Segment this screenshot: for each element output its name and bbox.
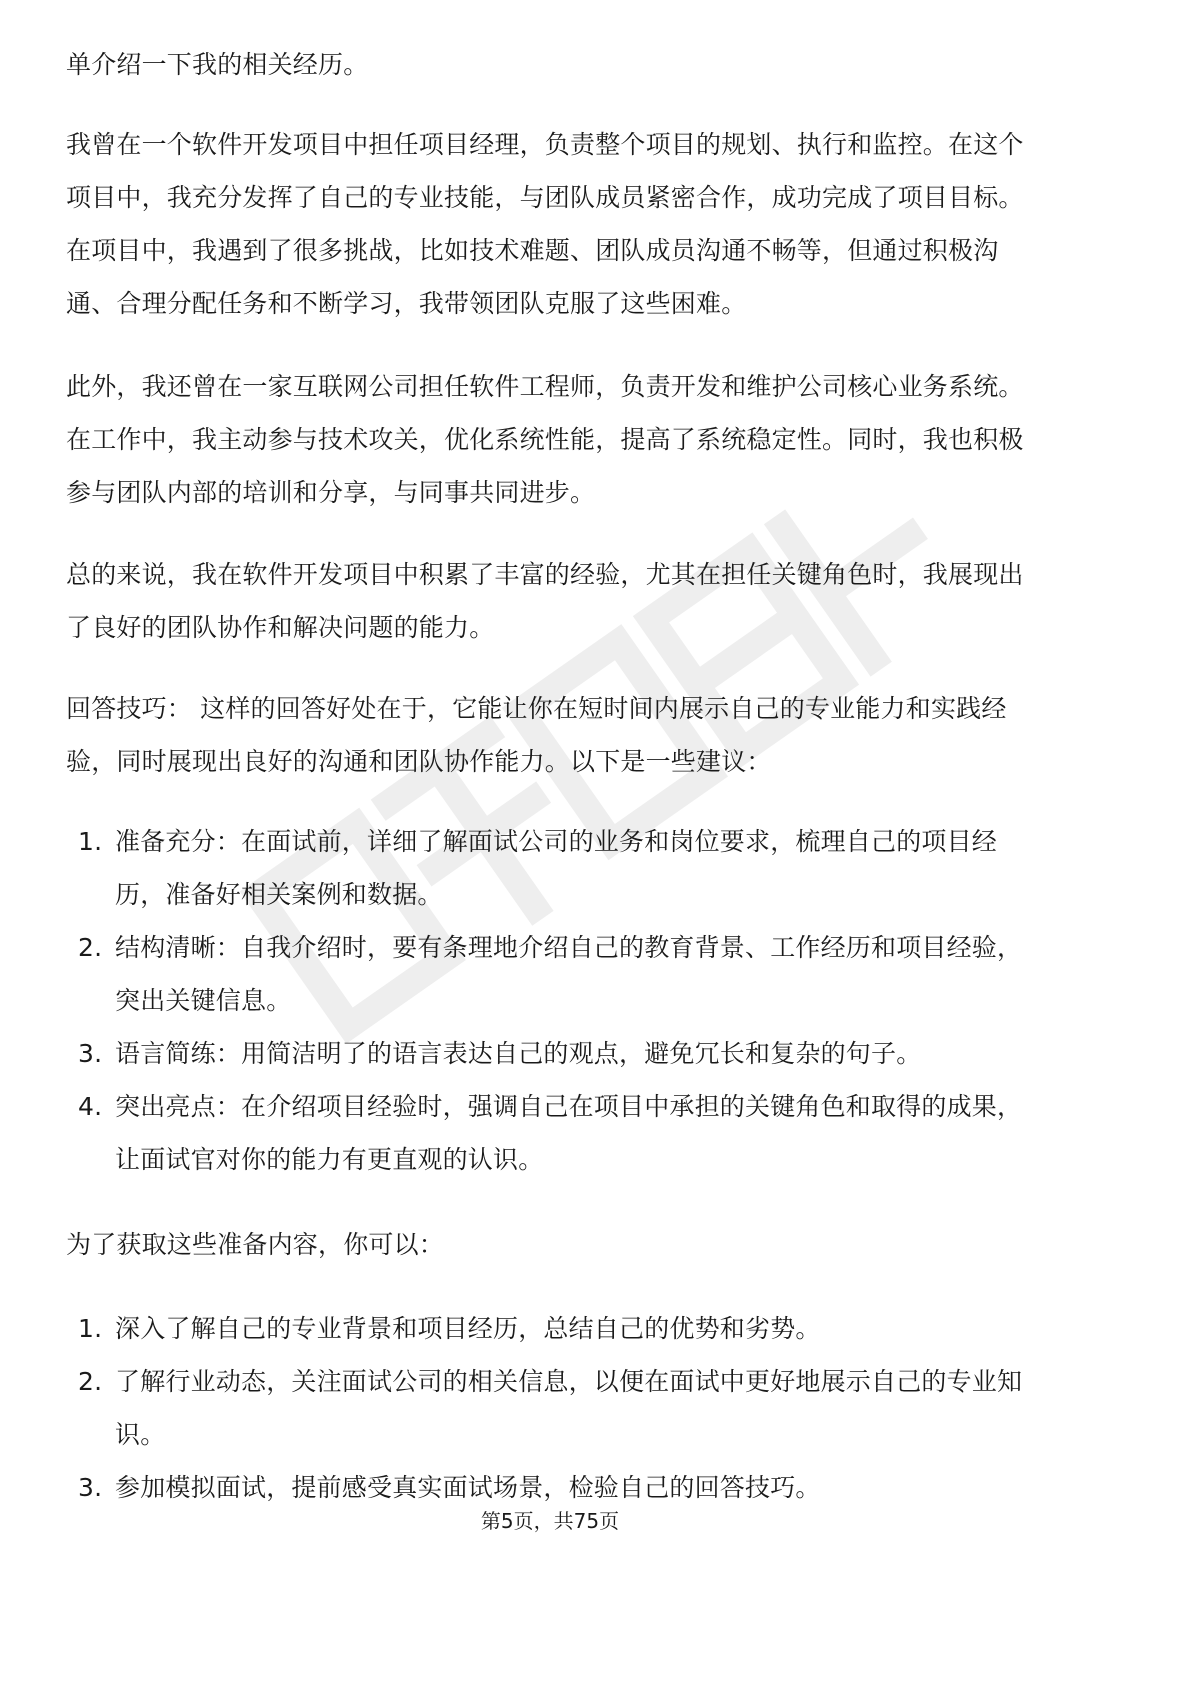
- prep-intro-paragraph: 为了获取这些准备内容，你可以：: [66, 1230, 445, 1259]
- project-manager-paragraph: 我曾在一个软件开发项目中担任项目经理，负责整个项目的规划、执行和监控。在这个项目中，我充分发挥了自己的专业技能，与团队成员紧密合作，成功完成了项目目标。在项目中，我遇到了很多挑战，比如技术难题、团队成员沟通不畅等，但通过积极沟通、合理分配任务和不断学习，我带领团队克服了这些困难。: [66, 130, 1024, 318]
- intro-paragraph: 单介绍一下我的相关经历。: [66, 50, 369, 79]
- list-item-number: 3.: [78, 1473, 103, 1502]
- list-item-text: 准备充分：在面试前，详细了解面试公司的业务和岗位要求，梳理自己的项目经历，准备好相关案例和数据。: [115, 827, 998, 909]
- list-item-number: 1.: [78, 1314, 103, 1343]
- list-item-text: 突出亮点：在介绍项目经验时，强调自己在项目中承担的关键角色和取得的成果，让面试官对你的能力有更直观的认识。: [115, 1092, 1023, 1174]
- engineer-paragraph: 此外，我还曾在一家互联网公司担任软件工程师，负责开发和维护公司核心业务系统。在工作中，我主动参与技术攻关，优化系统性能，提高了系统稳定性。同时，我也积极参与团队内部的培训和分享，与同事共同进步。: [66, 372, 1024, 507]
- list-item-number: 1.: [78, 827, 103, 856]
- list-item-number: 2.: [78, 933, 103, 962]
- list-item-number: 3.: [78, 1039, 103, 1068]
- list-item-text: 深入了解自己的专业背景和项目经历，总结自己的优势和劣势。: [115, 1314, 821, 1343]
- prep-list: [66, 1302, 1046, 1514]
- list-item: [66, 1302, 1046, 1355]
- list-item-text: 参加模拟面试，提前感受真实面试场景，检验自己的回答技巧。: [115, 1473, 821, 1502]
- list-item: [66, 1355, 1046, 1461]
- summary-paragraph: 总的来说，我在软件开发项目中积累了丰富的经验，尤其在担任关键角色时，我展现出了良好的团队协作和解决问题的能力。: [66, 560, 1024, 642]
- list-item: [66, 1080, 1046, 1186]
- list-item: [66, 1027, 1046, 1080]
- list-item-number: 4.: [78, 1092, 103, 1121]
- list-item: [66, 815, 1046, 921]
- list-item-text: 结构清晰：自我介绍时，要有条理地介绍自己的教育背景、工作经历和项目经验，突出关键信息。: [115, 933, 1023, 1015]
- list-item: [66, 921, 1046, 1027]
- tips-list: [66, 815, 1046, 1186]
- page-number-footer: 第5页，共75页: [480, 1509, 620, 1533]
- list-item-text: 语言简练：用简洁明了的语言表达自己的观点，避免冗长和复杂的句子。: [115, 1039, 922, 1068]
- list-item-text: 了解行业动态，关注面试公司的相关信息，以便在面试中更好地展示自己的专业知识。: [115, 1367, 1023, 1449]
- list-item-number: 2.: [78, 1367, 103, 1396]
- answer-tips-paragraph: 回答技巧： 这样的回答好处在于，它能让你在短时间内展示自己的专业能力和实践经验，同时展现出良好的沟通和团队协作能力。以下是一些建议：: [66, 694, 1007, 776]
